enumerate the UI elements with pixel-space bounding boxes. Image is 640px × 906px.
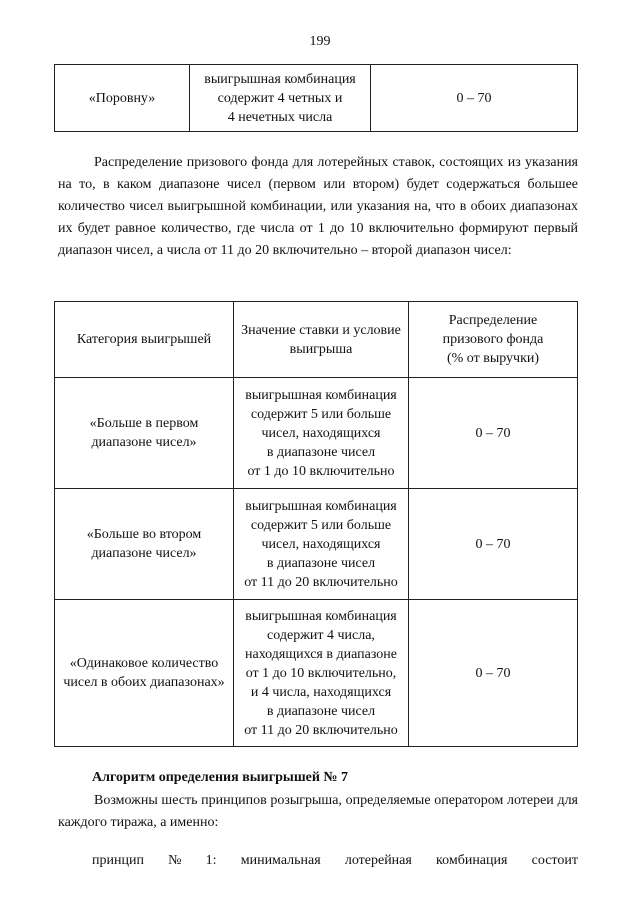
section-heading: Алгоритм определения выигрышей № 7 (92, 770, 348, 785)
condition-line: выигрышная комбинация (204, 71, 356, 87)
category-cell: «Поровну» (55, 65, 190, 132)
condition-line: и 4 числа, находящихся (250, 684, 392, 700)
header-line: выигрыша (289, 341, 353, 357)
condition-cell (234, 378, 409, 489)
category-line: диапазоне чисел» (91, 435, 197, 450)
condition-line: чисел, находящихся (261, 536, 381, 552)
condition-cell (234, 489, 409, 600)
category-line: «Одинаковое количество (69, 656, 219, 671)
condition-cell (234, 600, 409, 747)
principle-line (92, 853, 578, 869)
category-cell (55, 600, 234, 747)
condition-line: от 1 до 10 включительно, (245, 665, 397, 681)
category-line: чисел в обоих диапазонах» (63, 675, 225, 690)
category-line: диапазоне чисел» (91, 546, 197, 561)
header-condition (234, 302, 409, 378)
header-category: Категория выигрышей (55, 302, 234, 378)
condition-line: в диапазоне чисел (266, 703, 376, 719)
condition-line: выигрышная комбинация (245, 608, 397, 624)
principle-word: № (168, 853, 182, 868)
principle-word: минимальная (240, 853, 321, 868)
condition-line: содержит 4 четных и (217, 90, 343, 106)
distribution-cell: 0 – 70 (409, 378, 578, 489)
condition-line: находящихся в диапазоне (245, 646, 397, 662)
header-line: Значение ставки и условие (241, 322, 401, 338)
condition-line: содержит 4 числа, (267, 627, 375, 643)
condition-line: содержит 5 или больше (250, 517, 392, 533)
condition-line: выигрышная комбинация (245, 387, 397, 403)
table-header-row (55, 302, 578, 378)
table-row (55, 489, 578, 600)
page-number: 199 (309, 34, 331, 49)
distribution-cell: 0 – 70 (409, 600, 578, 747)
header-line: Распределение (448, 313, 538, 328)
table-row (55, 65, 578, 132)
header-distribution (409, 302, 578, 378)
condition-line: от 1 до 10 включительно (247, 463, 395, 479)
category-line: «Больше во втором (86, 527, 202, 542)
condition-line: выигрышная комбинация (245, 498, 397, 514)
principles-paragraph: Возможны шесть принципов розыгрыша, определяемые оператором лотереи для каждого тиража, а именно: (58, 793, 578, 830)
principle-word: лотерейная (344, 853, 412, 868)
condition-line: содержит 5 или больше (250, 406, 392, 422)
principle-word: состоит (531, 853, 578, 868)
condition-line: 4 нечетных числа (227, 109, 333, 125)
table-row (55, 600, 578, 747)
distribution-cell: 0 – 70 (371, 65, 578, 132)
category-cell (55, 489, 234, 600)
condition-line: в диапазоне чисел (266, 555, 376, 571)
equal-split-table (54, 64, 578, 132)
header-line: призового фонда (442, 332, 544, 347)
category-cell (55, 378, 234, 489)
condition-line: от 11 до 20 включительно (244, 574, 398, 590)
principle-word: принцип (92, 853, 144, 868)
condition-cell (190, 65, 371, 132)
table-row (55, 378, 578, 489)
range-distribution-table (54, 301, 578, 747)
principle-word: 1: (205, 853, 217, 868)
header-line: (% от выручки) (446, 351, 540, 366)
distribution-cell: 0 – 70 (409, 489, 578, 600)
intro-paragraph: Распределение призового фонда для лотерейных ставок, состоящих из указания на то, в каком диапазоне чисел (первом или втором) будет содержаться большее количество чисел выигрышной комбинации, или указания на, что в обоих диапазонах их будет равное количество, где числа от 1 до 10 включительно формируют первый диапазон чисел, а числа от 11 до 20 включительно – второй диапазон чисел: (58, 155, 578, 258)
condition-line: от 11 до 20 включительно (244, 722, 398, 738)
condition-line: в диапазоне чисел (266, 444, 376, 460)
condition-line: чисел, находящихся (261, 425, 381, 441)
category-line: «Больше в первом (89, 416, 199, 431)
principle-word: комбинация (436, 853, 508, 868)
